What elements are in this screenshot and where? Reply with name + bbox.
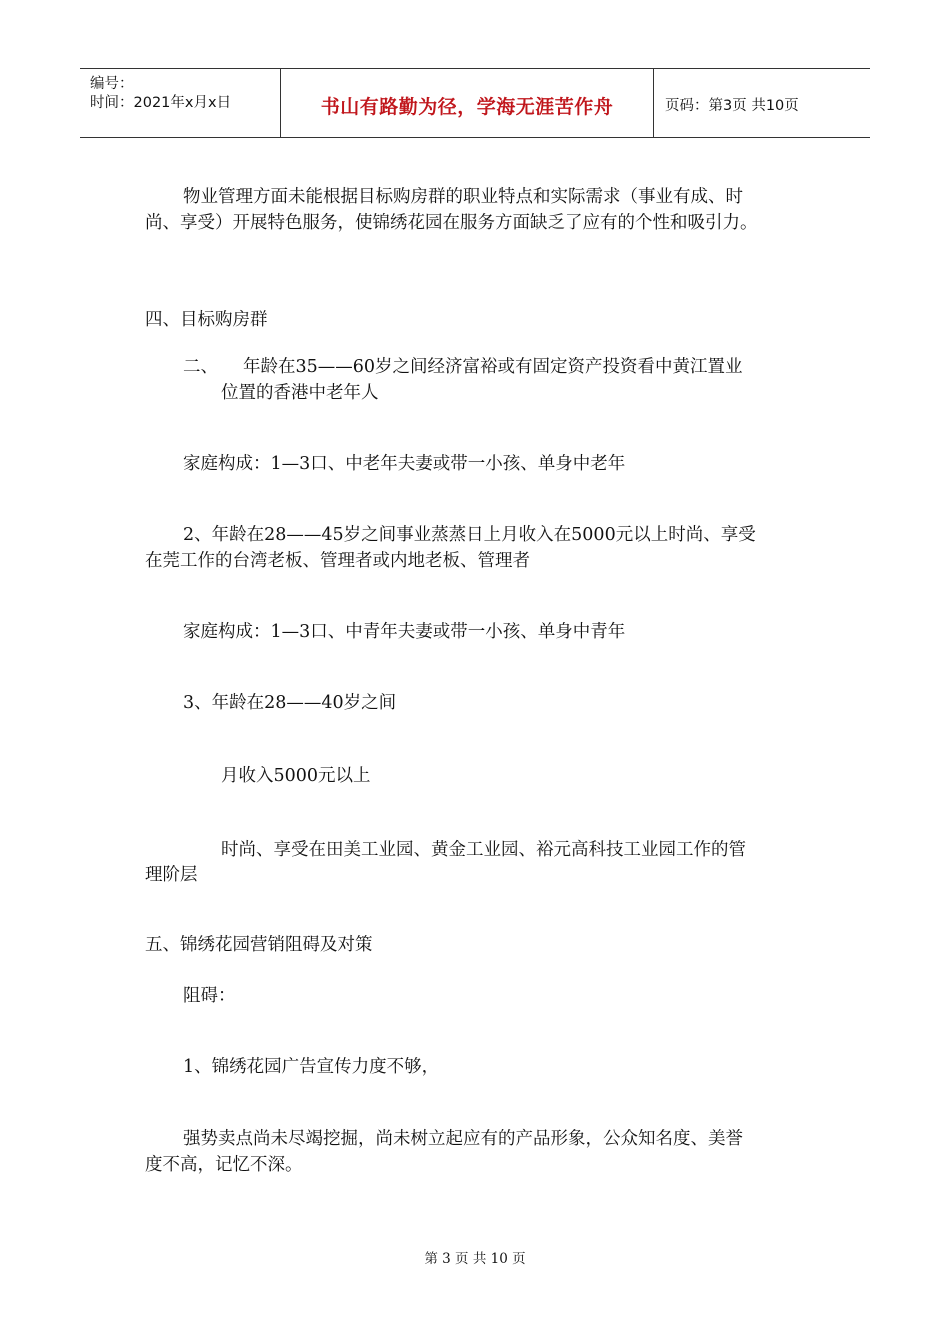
header-meta-cell	[80, 69, 280, 137]
list-item-hk-buyers-line2: 位置的香港中老年人	[221, 383, 379, 403]
family-composition-2: 家庭构成：1—3口、中青年夫妻或带一小孩、单身中青年	[183, 622, 626, 642]
document-header	[80, 68, 870, 138]
section-heading-target-buyers: 四、目标购房群	[145, 310, 268, 330]
paragraph-property-management-line2: 尚、享受）开展特色服务，使锦绣花园在服务方面缺乏了应有的个性和吸引力。	[145, 213, 758, 233]
header-page-cell	[653, 69, 870, 137]
list-item-number: 二、	[183, 357, 218, 377]
page-footer: 第 3 页 共 10 页	[424, 1251, 526, 1267]
list-item-2-line1: 2、年龄在28——45岁之间事业蒸蒸日上月收入在5000元以上时尚、享受	[183, 525, 756, 545]
list-item-2-line2: 在莞工作的台湾老板、管理者或内地老板、管理者	[145, 551, 530, 571]
management-class-line1: 时尚、享受在田美工业园、黄金工业园、裕元高科技工业园工作的管	[221, 840, 746, 860]
document-number-label: 编号：	[90, 76, 134, 92]
header-motto-cell	[280, 69, 654, 137]
section-heading-marketing-obstacles: 五、锦绣花园营销阻碍及对策	[145, 935, 373, 955]
obstacle-label: 阻碍：	[183, 986, 236, 1006]
document-date-label: 时间：2021年x月x日	[90, 95, 232, 111]
management-class-line2: 理阶层	[145, 865, 198, 885]
paragraph-property-management-line1: 物业管理方面未能根据目标购房群的职业特点和实际需求（事业有成、时	[183, 187, 743, 207]
header-motto: 书山有路勤为径，学海无涯苦作舟	[320, 96, 614, 118]
list-item-hk-buyers-line1: 年龄在35——60岁之间经济富裕或有固定资产投资看中黄江置业	[243, 357, 743, 377]
obstacle-item-1: 1、锦绣花园广告宣传力度不够，	[183, 1057, 440, 1077]
obstacle-description-line1: 强势卖点尚未尽竭挖掘，尚未树立起应有的产品形象，公众知名度、美誉	[183, 1129, 743, 1149]
income-line: 月收入5000元以上	[221, 766, 371, 786]
obstacle-description-line2: 度不高，记忆不深。	[145, 1155, 303, 1175]
family-composition-1: 家庭构成：1—3口、中老年夫妻或带一小孩、单身中老年	[183, 454, 626, 474]
header-page-number: 页码：第3页 共10页	[665, 98, 799, 114]
list-item-3: 3、年龄在28——40岁之间	[183, 693, 397, 713]
